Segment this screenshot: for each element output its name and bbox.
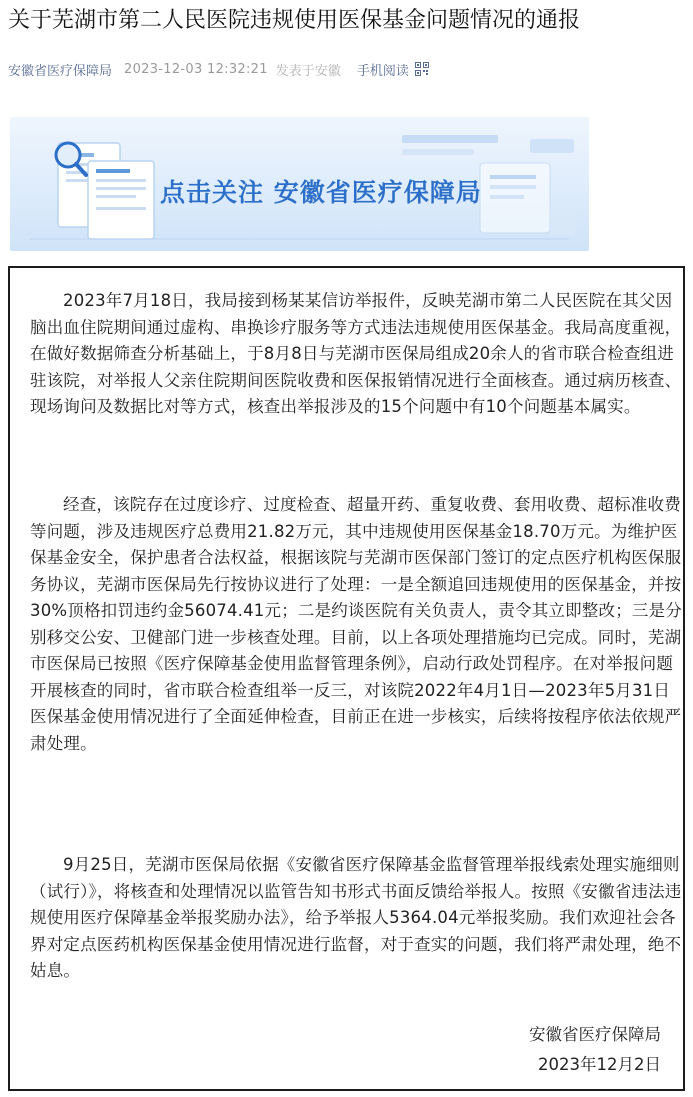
signature-org: 安徽省医疗保障局 bbox=[529, 1025, 661, 1044]
article-meta bbox=[8, 58, 429, 80]
notice-content-box bbox=[8, 266, 685, 1091]
publish-time: 2023-12-03 12:32:21 bbox=[124, 61, 268, 77]
article-title: 关于芜湖市第二人民医院违规使用医保基金问题情况的通报 bbox=[8, 8, 581, 33]
account-name-link[interactable]: 安徽省医疗保障局 bbox=[8, 63, 113, 79]
paragraph-3: 9月25日，芜湖市医保局依据《安徽省医疗保障基金监督管理举报线索处理实施细则（试行）》，将核查和处理情况以监管告知书形式书面反馈给举报人。按照《安徽省违法违规使用医疗保障基金举报奖励办法》，给予举报人5364.04元举报奖励。我们欢迎社会各界对定点医药机构医保基金使用情况进行监督，对于查实的问题，我们将严肃处理，绝不姑息。 bbox=[30, 855, 682, 980]
signature-date: 2023年12月2日 bbox=[538, 1055, 661, 1074]
paragraph-1: 2023年7月18日，我局接到杨某某信访举报件，反映芜湖市第二人民医院在其父因脑出血住院期间通过虚构、串换诊疗服务等方式违法违规使用医保基金。我局高度重视，在做好数据筛查分析基础上，于8月8日与芜湖市医保局组成20余人的省市联合检查组进驻该院，对举报人父亲住院期间医院收费和医保报销情况进行全面核查。通过病历核查、现场询问及数据比对等方式，核查出举报涉及的15个问题中有10个问题基本属实。 bbox=[30, 291, 682, 416]
banner-follow-text: 点击关注 安徽省医疗保障局 bbox=[160, 178, 482, 207]
qr-code-icon[interactable] bbox=[415, 62, 429, 76]
mobile-read-link[interactable]: 手机阅读 bbox=[356, 63, 409, 79]
publish-location: 发表于安徽 bbox=[275, 63, 341, 79]
paragraph-2: 经查，该院存在过度诊疗、过度检查、超量开药、重复收费、套用收费、超标准收费等问题，涉及违规医疗总费用21.82万元，其中违规使用医保基金18.70万元。为维护医保基金安全，保护患者合法权益，根据该院与芜湖市医保部门签订的定点医疗机构医保服务协议，芜湖市医保局先行按协议进行了处理：一是全额追回违规使用的医保基金，并按30%顶格扣罚违约金56074.41元；二是约谈医院有关负责人，责令其立即整改；三是分别移交公安、卫健部门进一步核查处理。目前，以上各项处理措施均已完成。同时，芜湖市医保局已按照《医疗保障基金使用监督管理条例》，启动行政处罚程序。在对举报问题开展核查的同时，省市联合检查组举一反三，对该院2022年4月1日—2023年5月31日医保基金使用情况进行了全面延伸检查，目前正在进一步核实，后续将按程序依法依规严肃处理。 bbox=[30, 495, 683, 753]
follow-banner[interactable] bbox=[10, 117, 589, 251]
